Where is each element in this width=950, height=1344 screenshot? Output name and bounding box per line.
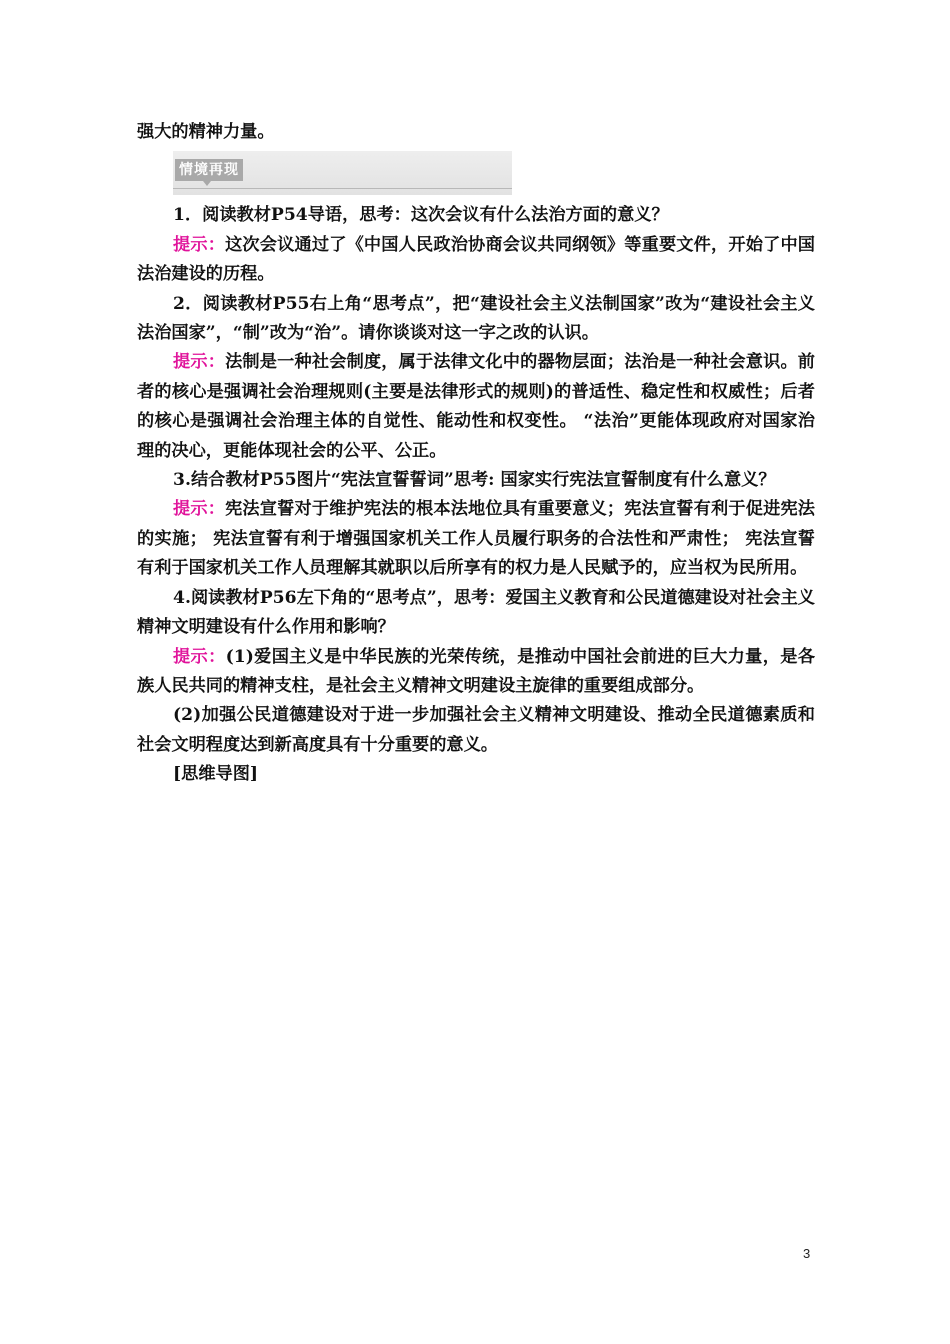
- question-3: 3.结合教材P55图片“宪法宣誓誓词”思考: 国家实行宪法宣誓制度有什么意义？: [173, 470, 776, 491]
- section-banner-label: 情境再现: [175, 159, 243, 181]
- question-1: 1．阅读教材P54导语，思考：这次会议有什么法治方面的意义？: [173, 205, 669, 226]
- hint-label: 提示：: [173, 352, 226, 373]
- hint-label: 提示：: [173, 499, 226, 520]
- answer-1: [137, 231, 815, 290]
- banner-divider: [173, 188, 512, 189]
- answer-4-part-2: (2)加强公民道德建设对于进一步加强社会主义精神文明建设、推动全民道德素质和社会文明程度达到新高度具有十分重要的意义。: [137, 705, 815, 755]
- answer-2: [137, 348, 815, 466]
- page-number: 3: [803, 1246, 811, 1261]
- question-2: 2．阅读教材P55右上角“思考点”，把“建设社会主义法制国家”改为“建设社会主义法治国家”，“制”改为“治”。请你谈谈对这一字之改的认识。: [137, 293, 815, 344]
- answer-3: [137, 495, 815, 583]
- answer-1-text: 这次会议通过了《中国人民政治协商会议共同纲领》等重要文件，开始了中国法治建设的历程。: [137, 234, 815, 285]
- page-content: [137, 118, 815, 790]
- hint-label: 提示：: [173, 234, 226, 255]
- mind-map-heading: [思维导图]: [173, 764, 259, 785]
- question-4: 4.阅读教材P56左下角的“思考点”，思考：爱国主义教育和公民道德建设对社会主义精神文明建设有什么作用和影响？: [137, 587, 815, 638]
- section-banner: [173, 151, 512, 195]
- answer-2-text: 法制是一种社会制度，属于法律文化中的器物层面；法治是一种社会意识。前者的核心是强调社会治理规则(主要是法律形式的规则)的普适性、稳定性和权威性；后者的核心是强调社会治理主体的自觉性、能动性和权变性。 “法治”更能体现政府对国家治理的决心，更能体现社会的公平、公正。: [137, 352, 815, 461]
- answer-4: [137, 643, 815, 702]
- answer-3-text: 宪法宣誓对于维护宪法的根本法地位具有重要意义；宪法宣誓有利于促进宪法的实施； 宪法宣誓有利于增强国家机关工作人员履行职务的合法性和严肃性； 宪法宣誓有利于国家机关工作人员理解其就职以后所享有的权力是人民赋予的，应当权为民所用。: [137, 499, 815, 579]
- intro-paragraph-tail: 强大的精神力量。: [137, 122, 275, 142]
- answer-4-text: (1)爱国主义是中华民族的光荣传统，是推动中国社会前进的巨大力量，是各族人民共同的精神支柱，是社会主义精神文明建设主旋律的重要组成部分。: [137, 646, 815, 696]
- hint-label: 提示：: [173, 646, 226, 667]
